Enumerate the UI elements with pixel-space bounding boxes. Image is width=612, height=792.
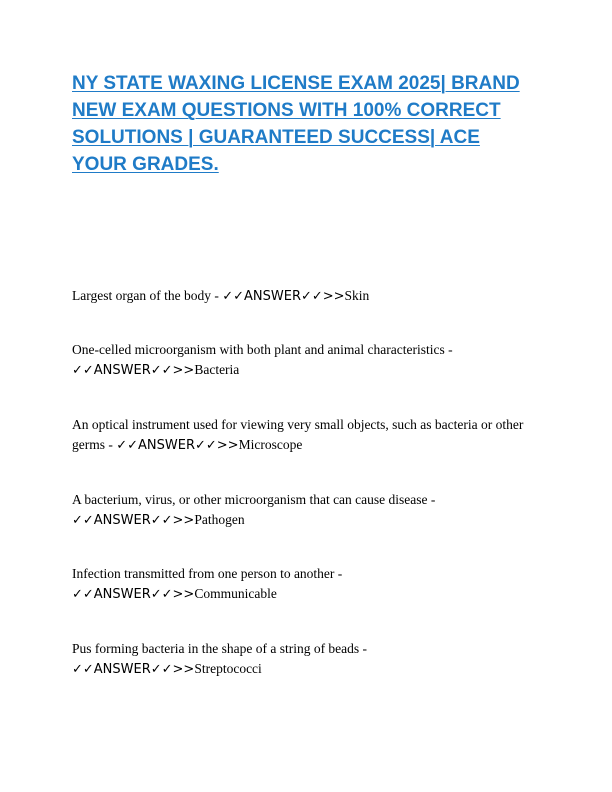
answer-text: Streptococci <box>194 661 262 676</box>
qa-item <box>72 490 542 531</box>
document-title: NY STATE WAXING LICENSE EXAM 2025| BRAND NEW EXAM QUESTIONS WITH 100% CORRECT SOLUTIONS | GUARANTEED SUCCESS| ACE YOUR GRADES. <box>72 73 520 175</box>
qa-item <box>72 415 542 456</box>
answer-text: Skin <box>344 288 370 303</box>
answer-marker: ✓✓ANSWER✓✓>> <box>72 513 195 528</box>
question-text: One-celled microorganism with both plant and animal characteristics - <box>72 342 453 357</box>
answer-marker: ✓✓ANSWER✓✓>> <box>72 662 195 677</box>
answer-text: Bacteria <box>194 362 240 377</box>
question-text: A bacterium, virus, or other microorganism that can cause disease - <box>72 492 436 507</box>
question-text: An optical instrument used for viewing very small objects, such as bacteria or other germs - <box>72 417 524 452</box>
qa-item <box>72 639 542 680</box>
qa-item <box>72 564 542 605</box>
question-text: Largest organ of the body - <box>72 288 223 303</box>
answer-marker: ✓✓ANSWER✓✓>> <box>72 587 195 602</box>
answer-marker: ✓✓ANSWER✓✓>> <box>72 363 195 378</box>
question-text: Pus forming bacteria in the shape of a string of beads - <box>72 641 368 656</box>
answer-text: Pathogen <box>194 512 245 527</box>
qa-item <box>72 286 542 307</box>
qa-item <box>72 340 542 381</box>
question-text: Infection transmitted from one person to another - <box>72 566 343 581</box>
answer-marker: ✓✓ANSWER✓✓>> <box>222 289 345 304</box>
answer-text: Microscope <box>238 437 303 452</box>
answer-marker: ✓✓ANSWER✓✓>> <box>116 438 239 453</box>
answer-text: Communicable <box>194 586 277 601</box>
